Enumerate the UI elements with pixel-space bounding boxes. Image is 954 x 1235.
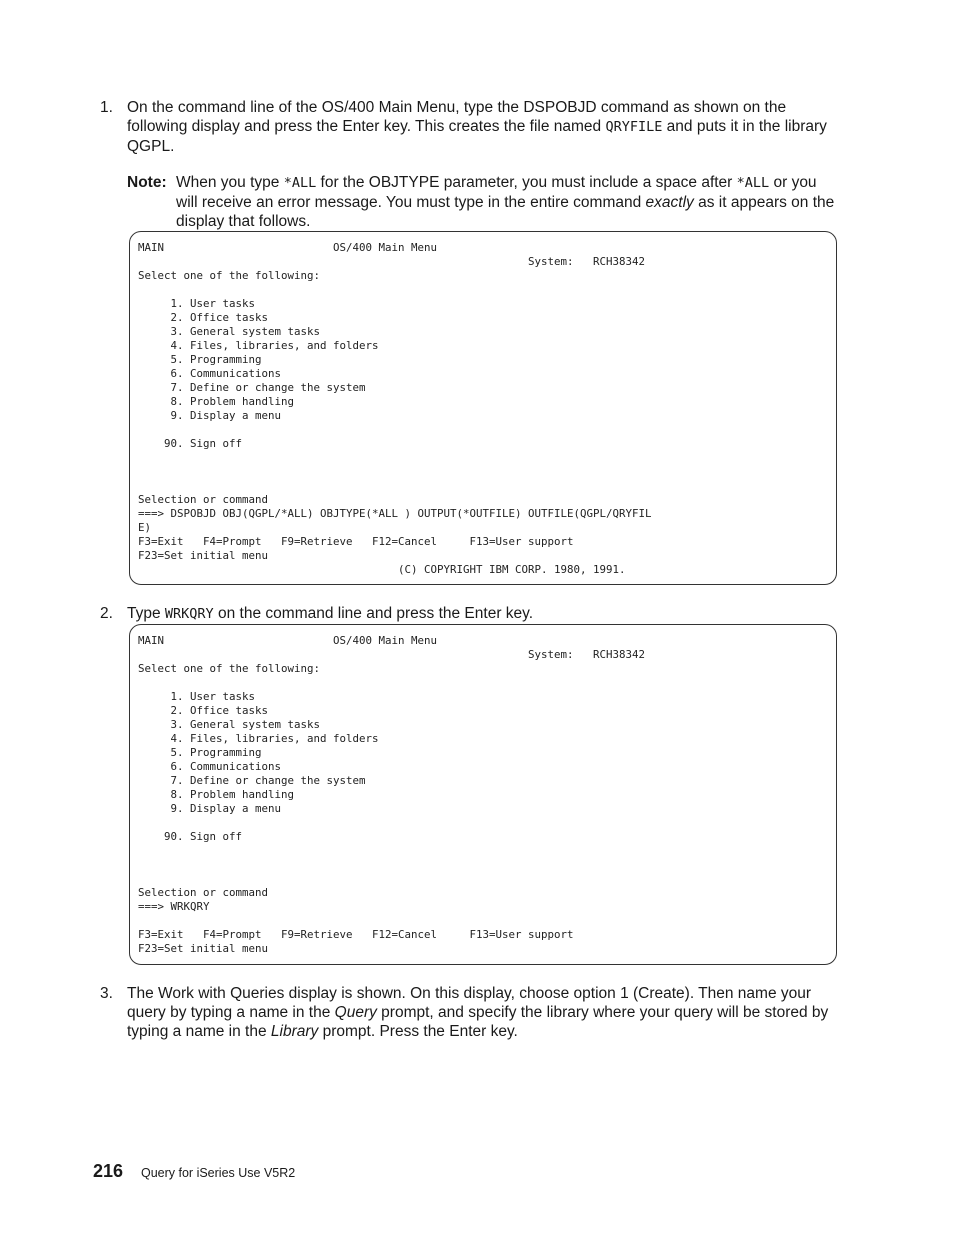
terminal-screen-main-menu-1 (129, 231, 837, 585)
step-1 (100, 98, 835, 156)
step-3 (100, 984, 835, 1041)
note (127, 173, 837, 231)
note-text-part: or you will receive an error message. You must type in the entire command (176, 174, 817, 211)
prompt-name: Library (270, 1023, 319, 1040)
note-text-part: When you type (176, 174, 284, 191)
note-text-part: as it appears on the display that follows. (176, 194, 835, 230)
step-text-part: The Work with Queries display is shown. On this display, choose option 1 (Create). Then name your query by typing a name in the (127, 985, 812, 1021)
step-text-part: prompt. Press the Enter key. (318, 1023, 518, 1040)
note-label: Note: (127, 174, 167, 191)
note-emphasis: exactly (645, 194, 694, 211)
prompt-name: Query (334, 1004, 377, 1021)
file-name-code: QRYFILE (605, 119, 663, 135)
step-text (127, 98, 835, 156)
note-code: *ALL (283, 175, 317, 191)
step-text (127, 604, 835, 624)
step-text (127, 984, 835, 1041)
terminal-screen-main-menu-2 (129, 624, 837, 965)
step-text-part: and puts it in the library QGPL. (127, 118, 827, 155)
terminal-screen-text: MAIN OS/400 Main Menu System: RCH38342 Select one of the following: 1. User tasks 2. Office tasks 3. General system tasks 4. Files, libraries, and folders 5. Programming 6. Communications 7. Define or change the system 8. Problem handling 9. Display a menu 90. Sign off Selection or command ===> DSPOBJD OBJ(QGPL/*ALL) OBJTYPE(*ALL ) OUTPUT(*OUTFILE) OUTFILE(QGPL/QRYFIL E) F3=Exit F4=Prompt F9=Retrieve F12=Cancel F13=User support F23=Set initial menu (C) COPYRIGHT IBM CORP. 1980, 1991. (138, 241, 652, 576)
page-footer (93, 1161, 296, 1182)
step-text-part: On the command line of the OS/400 Main Menu, type the DSPOBJD command as shown on the following display and press the Enter key. This creates the file named (127, 99, 787, 135)
command-code: WRKQRY (164, 606, 214, 622)
note-text-part: for the OBJTYPE parameter, you must include a space after (316, 174, 737, 191)
step-text-part: Type (127, 605, 165, 622)
step-number: 3. (100, 985, 113, 1002)
book-title: Query for iSeries Use V5R2 (141, 1166, 296, 1180)
note-text (176, 173, 837, 231)
note-code: *ALL (736, 175, 770, 191)
step-2 (100, 604, 835, 624)
step-text-part: prompt, and specify the library where your query will be stored by typing a name in the (127, 1004, 829, 1040)
step-number: 2. (100, 605, 113, 622)
terminal-screen-text: MAIN OS/400 Main Menu System: RCH38342 Select one of the following: 1. User tasks 2. Office tasks 3. General system tasks 4. Files, libraries, and folders 5. Programming 6. Communications 7. Define or change the system 8. Problem handling 9. Display a menu 90. Sign off Selection or command ===> WRKQRY F3=Exit F4=Prompt F9=Retrieve F12=Cancel F13=User support F23=Set initial menu (138, 634, 646, 955)
page-number: 216 (93, 1161, 124, 1181)
step-number: 1. (100, 99, 113, 116)
step-text-part: on the command line and press the Enter key. (213, 605, 534, 622)
